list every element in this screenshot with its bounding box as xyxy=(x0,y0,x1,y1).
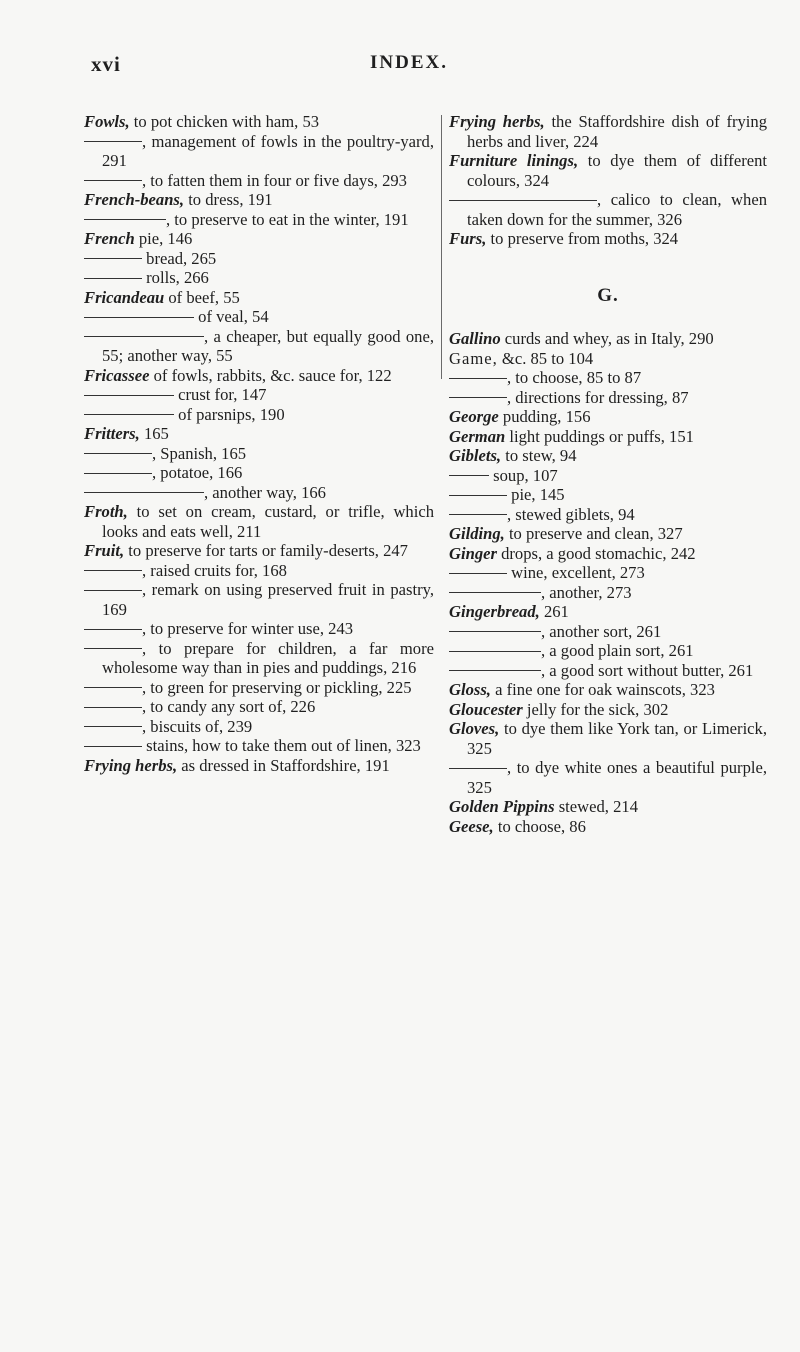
entries-g xyxy=(449,329,767,836)
index-column-left xyxy=(84,112,434,775)
section-letter: G. xyxy=(597,284,619,306)
index-entry xyxy=(449,719,767,758)
entry-heading: Frying herbs, xyxy=(449,112,545,131)
entry-heading: German xyxy=(449,426,506,446)
page-header xyxy=(0,52,800,92)
ditto-dash xyxy=(449,631,541,632)
entry-heading: Gloucester xyxy=(449,699,523,719)
entry-text: , to prepare for children, a far more wholesome way than in pies and puddings, 216 xyxy=(102,638,434,677)
ditto-dash xyxy=(449,475,489,476)
entry-text: , potatoe, 166 xyxy=(152,463,243,482)
index-entry xyxy=(449,505,767,525)
ditto-dash xyxy=(84,687,142,688)
ditto-dash xyxy=(84,648,142,649)
ditto-dash xyxy=(84,258,142,259)
index-entry xyxy=(449,680,767,700)
ditto-dash xyxy=(84,629,142,630)
entry-text: , a good sort without butter, 261 xyxy=(541,660,754,680)
index-entry xyxy=(84,112,434,132)
ditto-dash xyxy=(449,592,541,593)
index-entry xyxy=(84,717,434,737)
ditto-dash xyxy=(449,397,507,398)
entry-text: , a good plain sort, 261 xyxy=(541,641,694,660)
entry-heading: Geese, xyxy=(449,816,494,836)
entry-text: of veal, 54 xyxy=(194,307,269,326)
index-entry xyxy=(84,249,434,269)
entry-text: , to preserve for winter use, 243 xyxy=(142,619,354,638)
entry-text: pie, 145 xyxy=(507,485,565,504)
entry-text: wine, excellent, 273 xyxy=(507,563,645,582)
entry-heading: Fricandeau xyxy=(84,287,165,307)
index-entry xyxy=(449,524,767,544)
entry-text: , a cheaper, but equally good one, 55; another way, 55 xyxy=(102,326,434,365)
entry-heading: Gilding, xyxy=(449,524,505,543)
entry-text: , calico to clean, when taken down for the summer, 326 xyxy=(467,190,767,229)
index-entry xyxy=(84,619,434,639)
index-entry xyxy=(84,424,434,444)
entry-text: , directions for dressing, 87 xyxy=(507,387,689,407)
entry-text: , raised cruits for, 168 xyxy=(142,560,287,580)
entry-text: , biscuits of, 239 xyxy=(142,716,253,736)
index-entry xyxy=(84,327,434,366)
entries-f-continued xyxy=(449,112,767,249)
entry-heading: Frying herbs, xyxy=(84,755,178,775)
index-entry xyxy=(449,329,767,349)
index-entry xyxy=(84,561,434,581)
index-entry xyxy=(84,171,434,191)
ditto-dash xyxy=(449,573,507,574)
entry-text: as dressed in Staffordshire, 191 xyxy=(177,755,390,775)
entry-text: stains, how to take them out of linen, 323 xyxy=(142,736,421,755)
index-entry xyxy=(449,758,767,797)
index-entry xyxy=(84,678,434,698)
entry-heading: Ginger xyxy=(449,543,497,563)
entry-text: , to fatten them in four or five days, 293 xyxy=(142,170,407,190)
entry-heading: Giblets, xyxy=(449,446,502,465)
entry-text: to dye them like York tan, or Limerick, 325 xyxy=(467,719,767,758)
index-entry xyxy=(84,756,434,776)
index-entry xyxy=(449,368,767,388)
entry-text: , another sort, 261 xyxy=(541,621,662,641)
index-entry xyxy=(84,736,434,756)
index-entry xyxy=(449,112,767,151)
index-entry xyxy=(449,190,767,229)
ditto-dash xyxy=(84,746,142,747)
ditto-dash xyxy=(449,768,507,769)
index-entry xyxy=(84,229,434,249)
index-entry xyxy=(449,407,767,427)
entry-text: , Spanish, 165 xyxy=(152,443,247,463)
entry-text: jelly for the sick, 302 xyxy=(522,699,669,719)
ditto-dash xyxy=(84,219,166,220)
entry-text: stewed, 214 xyxy=(554,797,638,816)
index-entry xyxy=(84,483,434,503)
entry-text: 165 xyxy=(139,424,169,443)
index-entry xyxy=(449,151,767,190)
entry-text: of beef, 55 xyxy=(164,287,240,307)
entry-heading: French xyxy=(84,229,135,248)
index-entry xyxy=(449,229,767,249)
entry-heading: Fritters, xyxy=(84,424,140,443)
entry-heading: Furniture linings, xyxy=(449,151,579,170)
entry-text: to set on cream, custard, or trifle, which looks and eats well, 211 xyxy=(102,502,434,541)
ditto-dash xyxy=(84,726,142,727)
entry-text: , to choose, 85 to 87 xyxy=(507,368,642,387)
entry-text: curds and whey, as in Italy, 290 xyxy=(500,329,714,348)
entry-heading: Fowls, xyxy=(84,112,130,131)
entry-text: , to dye white ones a beautiful purple, 325 xyxy=(467,758,767,797)
ditto-dash xyxy=(84,453,152,454)
index-entry xyxy=(84,210,434,230)
entry-text: light puddings or puffs, 151 xyxy=(505,426,694,446)
index-entry xyxy=(84,366,434,386)
ditto-dash xyxy=(84,141,142,142)
index-entry xyxy=(449,446,767,466)
entry-text: , another, 273 xyxy=(541,582,632,602)
entry-text: to preserve for tarts or family-deserts, 247 xyxy=(124,541,408,560)
index-entry xyxy=(84,132,434,171)
entry-heading: Golden Pippins xyxy=(449,797,555,816)
ditto-dash xyxy=(84,180,142,181)
entry-text: the Staffordshire dish of frying herbs and liver, 224 xyxy=(467,112,767,151)
index-entry xyxy=(449,817,767,837)
index-entry xyxy=(449,466,767,486)
entry-text: soup, 107 xyxy=(489,465,558,485)
entry-text: , stewed giblets, 94 xyxy=(507,504,635,524)
ditto-dash xyxy=(84,414,174,415)
ditto-dash xyxy=(449,378,507,379)
index-entry xyxy=(449,388,767,408)
entry-text: to dress, 191 xyxy=(184,190,273,209)
entry-heading: Gloves, xyxy=(449,719,500,738)
index-entry xyxy=(84,268,434,288)
ditto-dash xyxy=(84,590,142,591)
index-entry xyxy=(84,444,434,464)
index-entry xyxy=(449,700,767,720)
index-entry xyxy=(84,288,434,308)
index-entry xyxy=(449,641,767,661)
entry-text: bread, 265 xyxy=(142,248,217,268)
entry-heading: George xyxy=(449,407,499,426)
index-entry xyxy=(84,190,434,210)
entry-text: of parsnips, 190 xyxy=(174,404,285,424)
entry-heading: Furs, xyxy=(449,229,487,248)
ditto-dash xyxy=(449,495,507,496)
index-entry xyxy=(84,580,434,619)
index-entry xyxy=(449,349,767,369)
index-entry xyxy=(84,385,434,405)
entry-text: , to preserve to eat in the winter, 191 xyxy=(166,209,409,229)
entry-text: to preserve and clean, 327 xyxy=(504,524,683,543)
entry-text: , management of fowls in the poultry-yard, 291 xyxy=(102,131,434,170)
index-column-right xyxy=(449,112,767,836)
index-entry xyxy=(449,602,767,622)
entry-text: rolls, 266 xyxy=(142,268,209,287)
index-entry xyxy=(84,697,434,717)
ditto-dash xyxy=(84,336,204,337)
index-entry xyxy=(449,563,767,583)
index-entry xyxy=(84,307,434,327)
entry-heading: Gloss, xyxy=(449,680,491,699)
entry-text: pie, 146 xyxy=(134,229,193,248)
entry-heading: French-beans, xyxy=(84,190,185,209)
entry-text: to stew, 94 xyxy=(501,446,577,465)
index-entry xyxy=(84,541,434,561)
ditto-dash xyxy=(449,670,541,671)
index-entry xyxy=(84,463,434,483)
entry-text: 261 xyxy=(539,602,569,621)
ditto-dash xyxy=(84,492,204,493)
ditto-dash xyxy=(84,395,174,396)
entry-text: to dye them of different colours, 324 xyxy=(467,151,767,190)
entry-text: &c. 85 to 104 xyxy=(497,348,594,368)
entry-text: to choose, 86 xyxy=(493,816,586,836)
ditto-dash xyxy=(84,473,152,474)
entry-text: a fine one for oak wainscots, 323 xyxy=(490,680,715,699)
entry-heading: Game, xyxy=(449,348,498,368)
index-entry xyxy=(449,544,767,564)
index-entry xyxy=(449,427,767,447)
entry-text: of fowls, rabbits, &c. sauce for, 122 xyxy=(149,365,392,385)
index-entry xyxy=(84,405,434,425)
entry-text: drops, a good stomachic, 242 xyxy=(496,543,696,563)
index-entry xyxy=(449,485,767,505)
ditto-dash xyxy=(449,200,597,201)
index-entry xyxy=(449,622,767,642)
page-number: xvi xyxy=(91,52,121,76)
entry-text: to preserve from moths, 324 xyxy=(486,229,679,248)
entry-heading: Gallino xyxy=(449,329,501,348)
ditto-dash xyxy=(84,317,194,318)
entry-text: to pot chicken with ham, 53 xyxy=(129,112,320,131)
ditto-dash xyxy=(84,707,142,708)
entry-text: , remark on using preserved fruit in pastry, 169 xyxy=(102,580,434,619)
running-head: INDEX. xyxy=(370,52,448,73)
index-entry xyxy=(449,661,767,681)
entry-heading: Froth, xyxy=(84,502,128,521)
ditto-dash xyxy=(449,651,541,652)
index-entry xyxy=(84,502,434,541)
index-entry xyxy=(84,639,434,678)
ditto-dash xyxy=(84,278,142,279)
index-entry xyxy=(449,583,767,603)
entry-text: , another way, 166 xyxy=(204,482,326,502)
ditto-dash xyxy=(449,514,507,515)
entry-text: , to green for preserving or pickling, 225 xyxy=(142,677,412,697)
entry-heading: Fricassee xyxy=(84,365,150,385)
ditto-dash xyxy=(84,570,142,571)
entry-heading: Fruit, xyxy=(84,541,125,560)
index-entry xyxy=(449,797,767,817)
column-divider xyxy=(441,115,442,379)
entry-heading: Gingerbread, xyxy=(449,602,540,621)
entry-text: crust for, 147 xyxy=(174,385,267,404)
entry-text: , to candy any sort of, 226 xyxy=(142,697,316,716)
entry-text: pudding, 156 xyxy=(498,407,591,426)
